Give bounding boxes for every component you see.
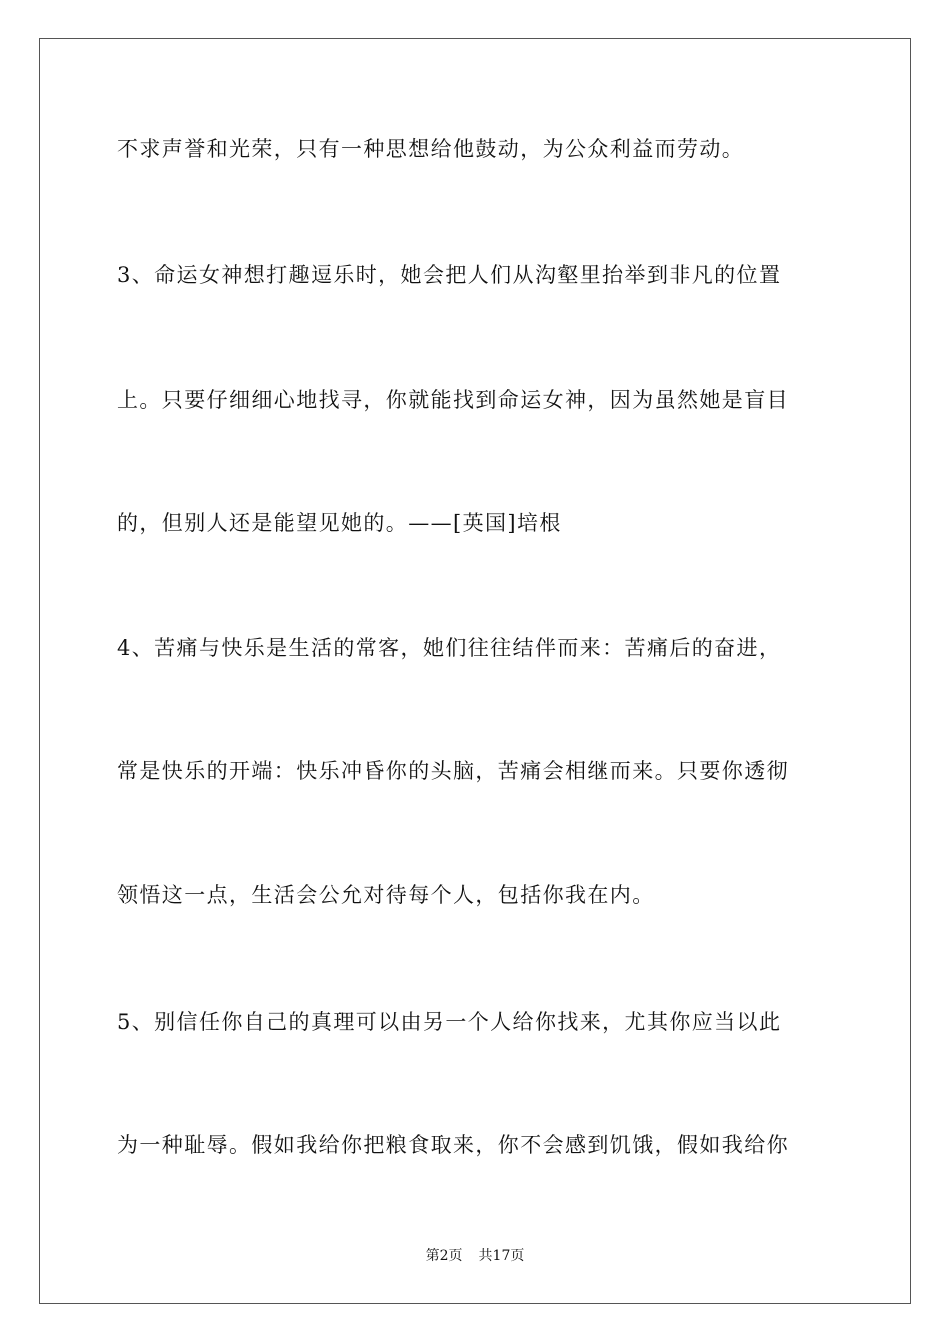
text-line-8: 5、别信任你自己的真理可以由另一个人给你找来，尤其你应当以此 [117, 1010, 782, 1034]
page-border [39, 38, 911, 1304]
text-line-3: 上。只要仔细细心地找寻，你就能找到命运女神，因为虽然她是盲目 [117, 388, 789, 412]
text-line-5: 4、苦痛与快乐是生活的常客，她们往往结伴而来：苦痛后的奋进， [117, 636, 782, 660]
text-line-1: 不求声誉和光荣，只有一种思想给他鼓动，为公众利益而劳动。 [117, 137, 745, 161]
text-line-2: 3、命运女神想打趣逗乐时，她会把人们从沟壑里抬举到非凡的位置 [117, 263, 782, 287]
text-line-9: 为一种耻辱。假如我给你把粮食取来，你不会感到饥饿，假如我给你 [117, 1133, 789, 1157]
text-line-6: 常是快乐的开端：快乐冲昏你的头脑，苦痛会相继而来。只要你透彻 [117, 759, 789, 783]
page-number: 第2页 [425, 1248, 463, 1264]
total-pages: 共17页 [478, 1248, 525, 1264]
text-line-7: 领悟这一点，生活会公允对待每个人，包括你我在内。 [117, 883, 655, 907]
text-line-4: 的，但别人还是能望见她的。——[英国]培根 [117, 511, 562, 535]
page-footer [0, 1246, 950, 1266]
